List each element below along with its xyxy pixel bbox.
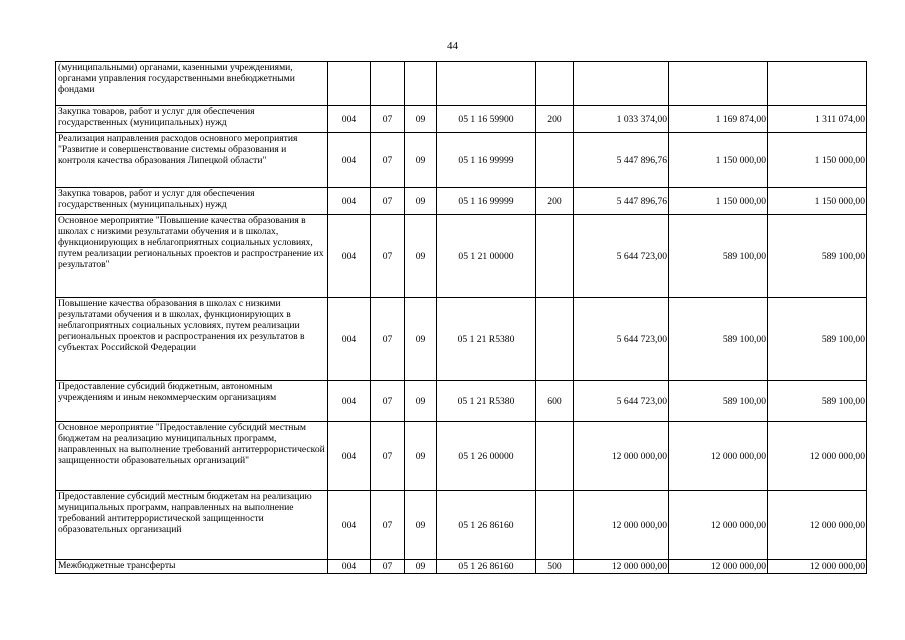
- cell-ministry-code: 004: [328, 298, 371, 381]
- cell-ministry-code: 004: [328, 491, 371, 560]
- cell-ministry-code: 004: [328, 560, 371, 574]
- cell-expense-type: [536, 133, 574, 188]
- cell-subsection: [405, 62, 437, 106]
- cell-expense-type: [536, 491, 574, 560]
- row-name: Предоставление субсидий местным бюджетам на реализацию муниципальных программ, направленных на выполнение требований антитеррористической защищенности образовательных организаций: [56, 491, 328, 560]
- row-name: Предоставление субсидий бюджетным, автономным учреждениям и иным некоммерческим организациям: [56, 381, 328, 422]
- table-row: [56, 133, 867, 188]
- cell-ministry-code: 004: [328, 381, 371, 422]
- cell-expense-type: [536, 215, 574, 298]
- table-row: [56, 62, 867, 106]
- cell-amount-year-1: 5 644 723,00: [574, 215, 669, 298]
- cell-section: 07: [371, 215, 405, 298]
- cell-expense-type: [536, 62, 574, 106]
- cell-amount-year-3: 1 150 000,00: [768, 188, 867, 215]
- cell-target-article: 05 1 21 R5380: [437, 381, 536, 422]
- cell-target-article: 05 1 26 00000: [437, 422, 536, 491]
- cell-subsection: 09: [405, 422, 437, 491]
- cell-target-article: 05 1 21 00000: [437, 215, 536, 298]
- cell-target-article: 05 1 16 99999: [437, 188, 536, 215]
- cell-amount-year-3: 589 100,00: [768, 215, 867, 298]
- cell-amount-year-1: 5 447 896,76: [574, 133, 669, 188]
- cell-section: 07: [371, 133, 405, 188]
- cell-subsection: 09: [405, 560, 437, 574]
- page-number: 44: [447, 40, 458, 52]
- cell-expense-type: 500: [536, 560, 574, 574]
- budget-table: [55, 61, 867, 574]
- cell-amount-year-2: 1 150 000,00: [669, 188, 768, 215]
- cell-subsection: 09: [405, 381, 437, 422]
- table-row: [56, 106, 867, 133]
- cell-expense-type: 200: [536, 188, 574, 215]
- cell-amount-year-1: [574, 62, 669, 106]
- cell-subsection: 09: [405, 298, 437, 381]
- cell-target-article: 05 1 26 86160: [437, 491, 536, 560]
- table-row: [56, 422, 867, 491]
- table-row: [56, 215, 867, 298]
- row-name: Закупка товаров, работ и услуг для обеспечения государственных (муниципальных) нужд: [56, 188, 328, 215]
- cell-amount-year-1: 1 033 374,00: [574, 106, 669, 133]
- cell-amount-year-3: 1 150 000,00: [768, 133, 867, 188]
- cell-expense-type: 200: [536, 106, 574, 133]
- row-name: Повышение качества образования в школах с низкими результатами обучения и в школах, функционирующих в неблагоприятных социальных условиях, путем реализации региональных проектов и распространения их результатов в субъектах Российской Федерации: [56, 298, 328, 381]
- cell-ministry-code: 004: [328, 133, 371, 188]
- table-row: [56, 298, 867, 381]
- cell-amount-year-3: 1 311 074,00: [768, 106, 867, 133]
- cell-target-article: 05 1 16 59900: [437, 106, 536, 133]
- cell-section: 07: [371, 560, 405, 574]
- cell-amount-year-2: 589 100,00: [669, 381, 768, 422]
- cell-section: 07: [371, 188, 405, 215]
- cell-subsection: 09: [405, 188, 437, 215]
- cell-ministry-code: 004: [328, 215, 371, 298]
- cell-amount-year-2: 12 000 000,00: [669, 560, 768, 574]
- cell-ministry-code: 004: [328, 106, 371, 133]
- cell-amount-year-2: 12 000 000,00: [669, 491, 768, 560]
- table-row: [56, 381, 867, 422]
- cell-target-article: 05 1 26 86160: [437, 560, 536, 574]
- row-name: (муниципальными) органами, казенными учреждениями, органами управления государственными внебюджетными фондами: [56, 62, 328, 106]
- cell-section: 07: [371, 298, 405, 381]
- cell-target-article: [437, 62, 536, 106]
- cell-expense-type: [536, 298, 574, 381]
- cell-amount-year-1: 12 000 000,00: [574, 422, 669, 491]
- cell-amount-year-2: 589 100,00: [669, 215, 768, 298]
- cell-amount-year-2: 12 000 000,00: [669, 422, 768, 491]
- cell-section: 07: [371, 491, 405, 560]
- cell-section: 07: [371, 106, 405, 133]
- cell-amount-year-3: [768, 62, 867, 106]
- cell-section: 07: [371, 381, 405, 422]
- cell-ministry-code: 004: [328, 188, 371, 215]
- cell-amount-year-2: 1 150 000,00: [669, 133, 768, 188]
- cell-amount-year-2: 1 169 874,00: [669, 106, 768, 133]
- cell-amount-year-3: 589 100,00: [768, 381, 867, 422]
- cell-ministry-code: 004: [328, 422, 371, 491]
- cell-expense-type: 600: [536, 381, 574, 422]
- cell-section: [371, 62, 405, 106]
- cell-amount-year-2: 589 100,00: [669, 298, 768, 381]
- cell-amount-year-1: 5 447 896,76: [574, 188, 669, 215]
- row-name: Реализация направления расходов основного мероприятия "Развитие и совершенствование системы образования и контроля качества образования Липецкой области": [56, 133, 328, 188]
- cell-ministry-code: [328, 62, 371, 106]
- cell-section: 07: [371, 422, 405, 491]
- cell-target-article: 05 1 21 R5380: [437, 298, 536, 381]
- cell-amount-year-1: 5 644 723,00: [574, 381, 669, 422]
- table-row: [56, 491, 867, 560]
- cell-subsection: 09: [405, 215, 437, 298]
- cell-amount-year-3: 589 100,00: [768, 298, 867, 381]
- cell-amount-year-3: 12 000 000,00: [768, 491, 867, 560]
- cell-amount-year-1: 5 644 723,00: [574, 298, 669, 381]
- cell-subsection: 09: [405, 491, 437, 560]
- cell-target-article: 05 1 16 99999: [437, 133, 536, 188]
- row-name: Основное мероприятие "Повышение качества образования в школах с низкими результатами обучения и в школах, функционирующих в неблагоприятных социальных условиях, путем реализации региональных проектов и распространение их результатов": [56, 215, 328, 298]
- row-name: Закупка товаров, работ и услуг для обеспечения государственных (муниципальных) нужд: [56, 106, 328, 133]
- cell-subsection: 09: [405, 133, 437, 188]
- row-name: Основное мероприятие "Предоставление субсидий местным бюджетам на реализацию муниципальных программ, направленных на выполнение требований антитеррористической защищенности образовательных организаций": [56, 422, 328, 491]
- cell-amount-year-2: [669, 62, 768, 106]
- cell-amount-year-1: 12 000 000,00: [574, 560, 669, 574]
- table-row: [56, 560, 867, 574]
- cell-amount-year-1: 12 000 000,00: [574, 491, 669, 560]
- cell-amount-year-3: 12 000 000,00: [768, 422, 867, 491]
- cell-expense-type: [536, 422, 574, 491]
- table-row: [56, 188, 867, 215]
- row-name: Межбюджетные трансферты: [56, 560, 328, 574]
- cell-amount-year-3: 12 000 000,00: [768, 560, 867, 574]
- cell-subsection: 09: [405, 106, 437, 133]
